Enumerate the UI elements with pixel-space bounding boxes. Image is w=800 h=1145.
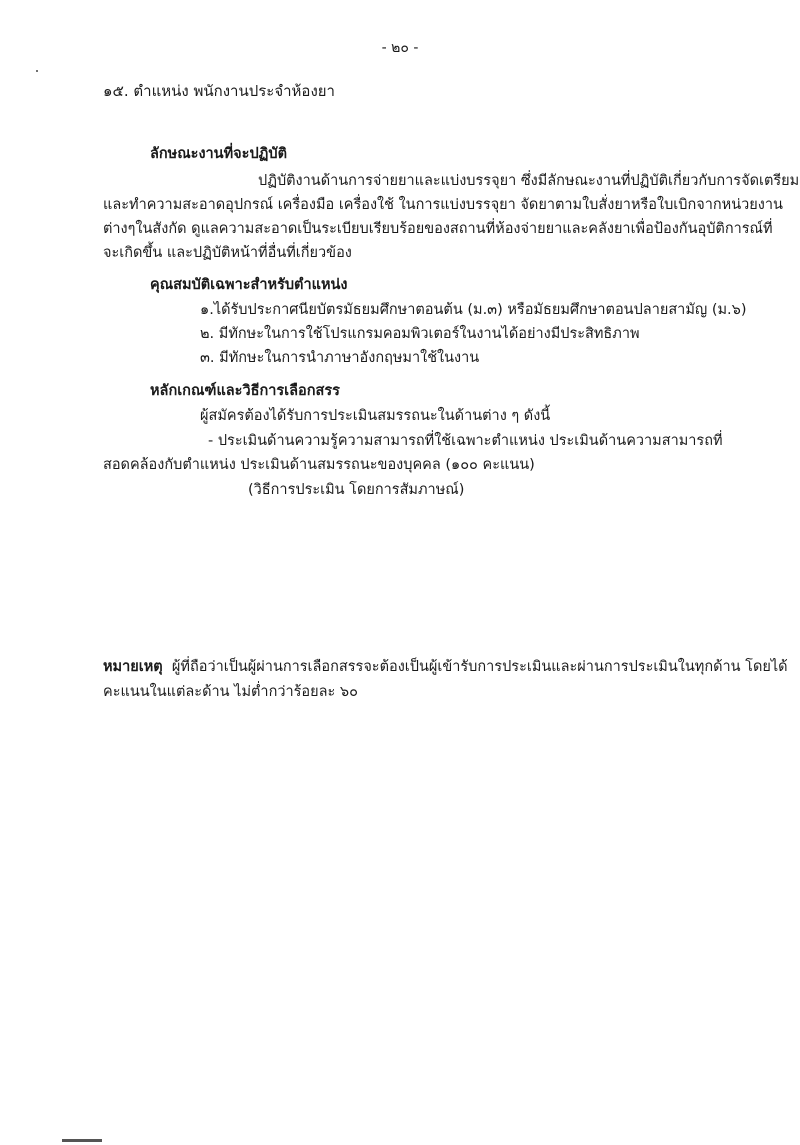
selection-method: (วิธีการประเมิน โดยการสัมภาษณ์)	[248, 482, 465, 498]
duties-line-1: ปฏิบัติงานด้านการจ่ายยาและแบ่งบรรจุยา ซึ่งมีลักษณะงานที่ปฏิบัติเกี่ยวกับการจัดเตรียม	[258, 173, 800, 189]
position-title: ๑๕. ตำแหน่ง พนักงานประจำห้องยา	[103, 82, 335, 100]
page-number: - ๒๐ -	[381, 40, 419, 56]
duties-line-3: ต่างๆในสังกัด ดูแลความสะอาดเป็นระเบียบเรียบร้อยของสถานที่ห้องจ่ายยาและคลังยาเพื่อป้องกันอุบัติการณ์ที่	[103, 221, 773, 237]
duties-line-2: และทำความสะอาดอุปกรณ์ เครื่องมือ เครื่องใช้ ในการแบ่งบรรจุยา จัดยาตามใบสั่งยาหรือใบเบิกจากหน่วยงาน	[103, 197, 783, 213]
scan-speck	[36, 70, 38, 72]
qualification-item-2: ๒. มีทักษะในการใช้โปรแกรมคอมพิวเตอร์ในงานได้อย่างมีประสิทธิภาพ	[200, 326, 640, 342]
qualification-item-3: ๓. มีทักษะในการนำภาษาอังกฤษมาใช้ในงาน	[200, 350, 480, 366]
selection-heading: หลักเกณฑ์และวิธีการเลือกสรร	[150, 383, 340, 399]
note-label: หมายเหตุ	[103, 659, 163, 675]
selection-intro: ผู้สมัครต้องได้รับการประเมินสมรรถนะในด้านต่าง ๆ ดังนี้	[200, 408, 551, 424]
duties-line-4: จะเกิดขึ้น และปฏิบัติหน้าที่อื่นที่เกี่ยวข้อง	[103, 245, 352, 261]
scan-edge-mark	[62, 1139, 102, 1142]
selection-bullet-line-2: สอดคล้องกับตำแหน่ง ประเมินด้านสมรรถนะของบุคคล (๑๐๐ คะแนน)	[103, 457, 535, 473]
qualifications-heading: คุณสมบัติเฉพาะสำหรับตำแหน่ง	[150, 277, 348, 293]
duties-heading: ลักษณะงานที่จะปฏิบัติ	[150, 146, 287, 162]
selection-bullet-line-1: - ประเมินด้านความรู้ความสามารถที่ใช้เฉพาะตำแหน่ง ประเมินด้านความสามารถที่	[208, 433, 723, 449]
qualification-item-1: ๑.ได้รับประกาศนียบัตรมัธยมศึกษาตอนต้น (ม.๓) หรือมัธยมศึกษาตอนปลายสามัญ (ม.๖)	[200, 302, 747, 318]
note-text-1: ผู้ที่ถือว่าเป็นผู้ผ่านการเลือกสรรจะต้องเป็นผู้เข้ารับการประเมินและผ่านการประเมินในทุกด้าน โดยได้	[171, 659, 788, 675]
note-line-1	[103, 656, 788, 678]
note-line-2: คะแนนในแต่ละด้าน ไม่ต่ำกว่าร้อยละ ๖๐	[103, 684, 358, 700]
